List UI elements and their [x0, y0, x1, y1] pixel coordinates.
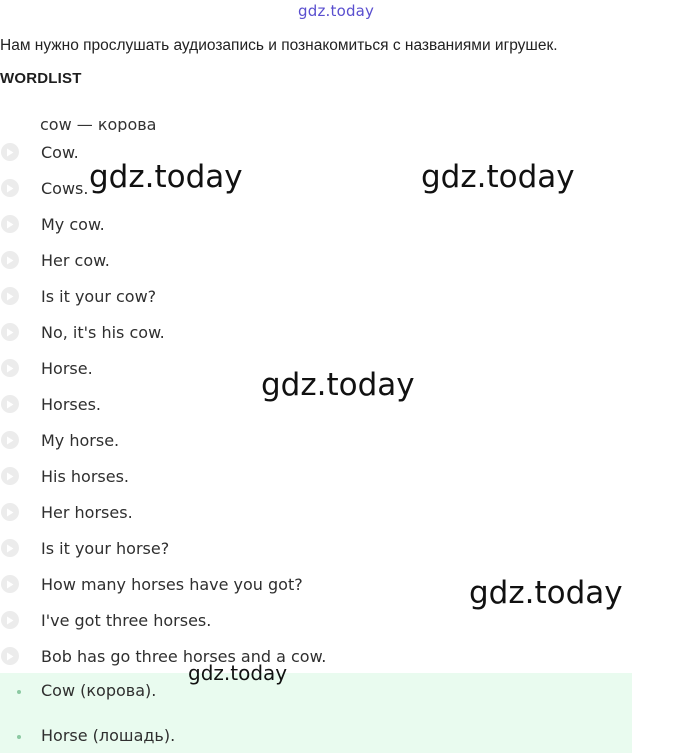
- audio-row-text: My cow.: [41, 214, 105, 234]
- vocabulary-text: Cow (корова).: [41, 681, 157, 700]
- vocabulary-text: Horse (лошадь).: [41, 726, 176, 745]
- audio-row-text: No, it's his cow.: [41, 322, 165, 342]
- bullet-icon: [17, 735, 21, 739]
- audio-row-text: Cow.: [41, 142, 79, 162]
- audio-row-text: I've got three horses.: [41, 610, 212, 630]
- play-icon[interactable]: [1, 611, 19, 629]
- watermark: gdz.today: [261, 367, 415, 403]
- watermark: gdz.today: [89, 159, 243, 195]
- play-icon[interactable]: [1, 395, 19, 413]
- play-icon[interactable]: [1, 503, 19, 521]
- play-icon[interactable]: [1, 143, 19, 161]
- play-icon[interactable]: [1, 467, 19, 485]
- audio-row-text: Cows.: [41, 178, 89, 198]
- audio-row-text: My horse.: [41, 430, 120, 450]
- play-icon[interactable]: [1, 647, 19, 665]
- audio-row-text: Horses.: [41, 394, 101, 414]
- audio-row-text: Horse.: [41, 358, 93, 378]
- play-icon[interactable]: [1, 287, 19, 305]
- audio-row-text: His horses.: [41, 466, 130, 486]
- wordlist-heading: WORDLIST: [0, 70, 82, 87]
- clipped-line-text: cow — корова: [40, 119, 157, 132]
- play-icon[interactable]: [1, 359, 19, 377]
- play-icon[interactable]: [1, 215, 19, 233]
- bullet-icon: [17, 690, 21, 694]
- watermark: gdz.today: [188, 661, 288, 685]
- play-icon[interactable]: [1, 431, 19, 449]
- play-icon[interactable]: [1, 323, 19, 341]
- watermark: gdz.today: [469, 575, 623, 611]
- play-icon[interactable]: [1, 575, 19, 593]
- audio-row-text: Is it your horse?: [41, 538, 170, 558]
- audio-row-text: Her horses.: [41, 502, 133, 522]
- audio-row-text: Bob has go three horses and a cow.: [41, 646, 327, 666]
- watermark: gdz.today: [421, 159, 575, 195]
- clipped-wordlist-line: [40, 119, 156, 132]
- play-icon[interactable]: [1, 251, 19, 269]
- audio-row-text: Is it your cow?: [41, 286, 157, 306]
- audio-row-text: Her cow.: [41, 250, 110, 270]
- play-icon[interactable]: [1, 539, 19, 557]
- play-icon[interactable]: [1, 179, 19, 197]
- intro-text: Нам нужно прослушать аудиозапись и познакомиться с названиями игрушек.: [0, 37, 558, 54]
- audio-row-text: How many horses have you got?: [41, 574, 303, 594]
- site-logo[interactable]: gdz.today: [298, 2, 375, 20]
- vocabulary-box: [0, 673, 632, 753]
